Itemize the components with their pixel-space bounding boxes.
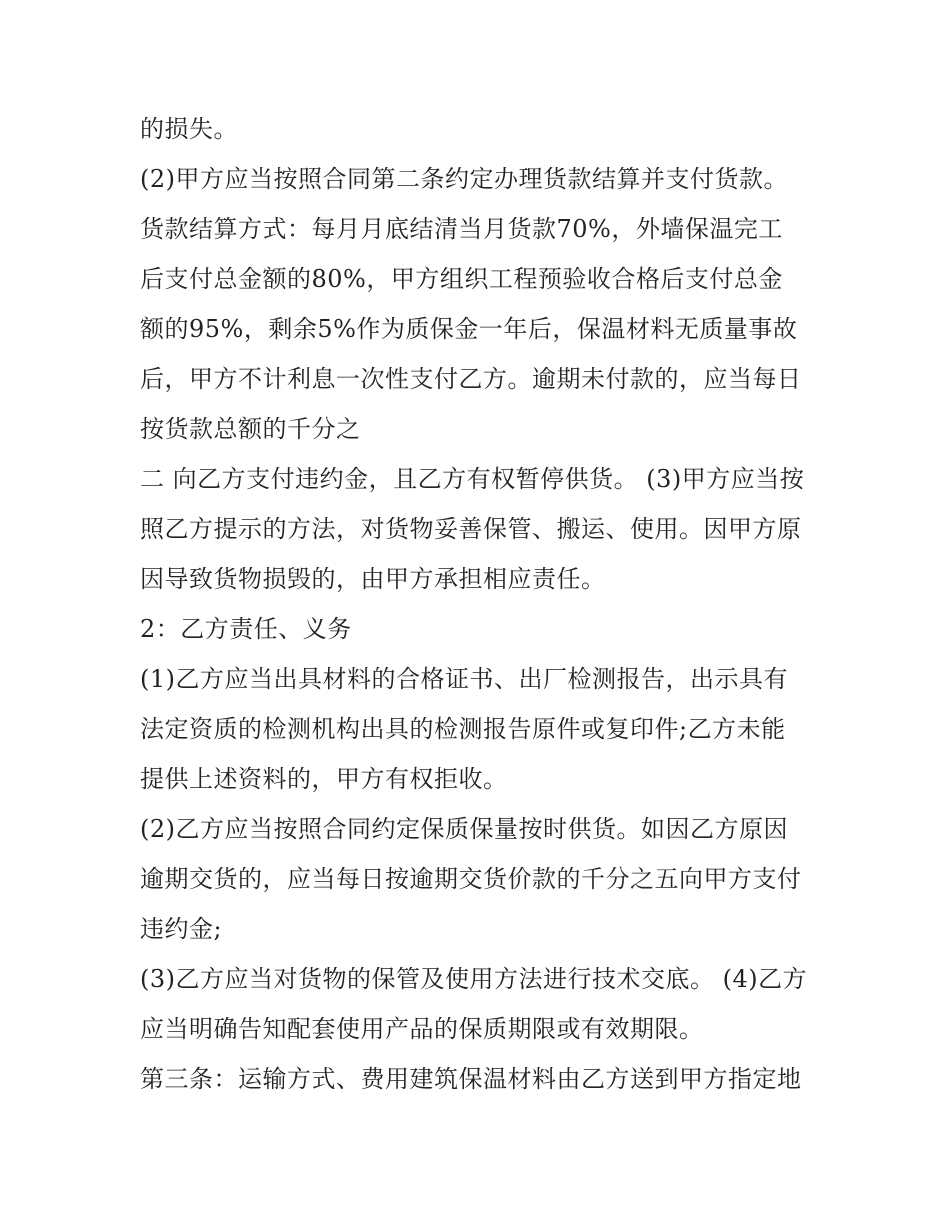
text-line: 应当明确告知配套使用产品的保质期限或有效期限。: [140, 1015, 704, 1043]
text-line: 额的95%，剩余5%作为质保金一年后，保温材料无质量事故: [140, 315, 798, 343]
text-line: 第三条：运输方式、费用建筑保温材料由乙方送到甲方指定地: [140, 1065, 802, 1093]
text-line: 逾期交货的，应当每日按逾期交货价款的千分之五向甲方支付: [140, 865, 802, 893]
text-line: (2)乙方应当按照合同约定保质保量按时供货。如因乙方原因: [140, 815, 788, 843]
text-line: (1)乙方应当出具材料的合格证书、出厂检测报告，出示具有: [140, 665, 788, 693]
text-line: 因导致货物损毁的，由甲方承担相应责任。: [140, 565, 606, 593]
text-line: 按货款总额的千分之: [140, 415, 361, 443]
text-line: 法定资质的检测机构出具的检测报告原件或复印件;乙方未能: [140, 715, 786, 743]
text-line: 后支付总金额的80%，甲方组织工程预验收合格后支付总金: [140, 265, 783, 293]
text-line: (2)甲方应当按照合同第二条约定办理货款结算并支付货款。: [140, 165, 788, 193]
text-line: 后，甲方不计利息一次性支付乙方。逾期未付款的，应当每日: [140, 365, 802, 393]
text-line: 照乙方提示的方法，对货物妥善保管、搬运、使用。因甲方原: [140, 515, 802, 543]
text-line: 的损失。: [140, 115, 238, 143]
text-line: 货款结算方式：每月月底结清当月货款70%，外墙保温完工: [140, 215, 783, 243]
section-heading: 2：乙方责任、义务: [140, 615, 352, 643]
text-line: 二 向乙方支付违约金，且乙方有权暂停供货。 (3)甲方应当按: [140, 465, 805, 493]
text-line: (3)乙方应当对货物的保管及使用方法进行技术交底。 (4)乙方: [140, 965, 808, 993]
text-line: 违约金;: [140, 915, 223, 943]
text-line: 提供上述资料的，甲方有权拒收。: [140, 765, 508, 793]
